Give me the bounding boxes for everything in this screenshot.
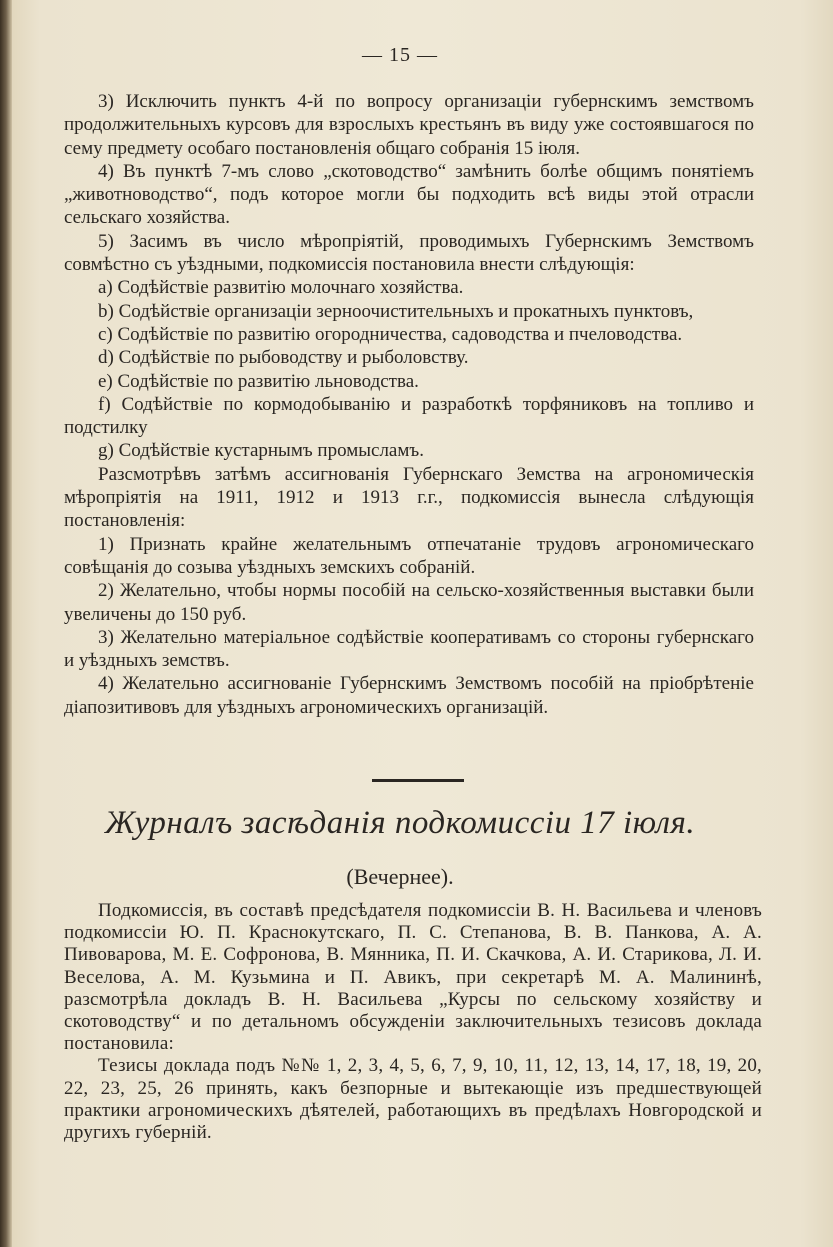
paragraph-5: 5) Засимъ въ число мѣропрiятiй, проводимыхъ Губернскимъ Земствомъ совмѣстно съ уѣздными, подкомиссiя постановила внести слѣдующiя: — [64, 230, 754, 276]
list-item-d: d) Содѣйствiе по рыбоводству и рыболовству. — [98, 347, 469, 369]
resolution-3: 3) Желательно матерiальное содѣйствiе кооперативамъ со стороны губернскаго и уѣздныхъ земствъ. — [64, 626, 754, 672]
journal-subtitle: (Вечернее). — [346, 864, 454, 889]
journal-section — [64, 900, 762, 1144]
section-divider — [372, 779, 464, 782]
resolutions-section — [64, 90, 754, 719]
resolution-1: 1) Признать крайне желательнымъ отпечатанiе трудовъ агрономическаго совѣщанiя до созыва уѣздныхъ земскихъ собранiй. — [64, 533, 754, 578]
journal-paragraph-1: Подкомиссiя, въ составѣ предсѣдателя подкомиссiи В. Н. Васильева и членовъ подкомиссiи Ю. П. Краснокутскаго, П. С. Степанова, В. В. Панкова, А. А. Пивоварова, М. Е. Софронова, В. Мянника, П. И. Скачкова, А. И. Старикова, Л. И. Веселова, А. М. Кузьмина и П. Авикъ, при секретарѣ М. А. Малининѣ, разсмотрѣла докладъ В. Н. Васильева „Курсы по сельскому хозяйству и скотоводству“ и по детальномъ обсужденiи заключительныхъ тезисовъ доклада постановила: — [64, 900, 762, 1055]
list-item-e: e) Содѣйствiе по развитiю льноводства. — [98, 370, 419, 392]
list-item-g: g) Содѣйствiе кустарнымъ промысламъ. — [98, 440, 424, 462]
resolution-2: 2) Желательно, чтобы нормы пособiй на сельско-хозяйственныя выставки были увеличены до 150 руб. — [64, 580, 754, 625]
paragraph-3: 3) Исключить пунктъ 4-й по вопросу организацiи губернскимъ земствомъ продолжительныхъ курсовъ для взрослыхъ крестьянъ въ виду уже состоявшагося по сему предмету особаго постановленiя общаго собранiя 15 iюля. — [64, 91, 754, 159]
journal-paragraph-2: Тезисы доклада подъ №№ 1, 2, 3, 4, 5, 6, 7, 9, 10, 11, 12, 13, 14, 17, 18, 19, 20, 22, 23, 25, 26 принять, какъ безпорные и вытекающiе изъ предшествующей практики агрономическихъ дѣятелей, работающихъ въ предѣлахъ Новгородской и другихъ губернiй. — [64, 1055, 762, 1144]
paragraph-4: 4) Въ пунктѣ 7-мъ слово „скотоводство“ замѣнить болѣе общимъ понятiемъ „животноводство“, подъ которое могли бы подходить всѣ виды этой отрасли сельскаго хозяйства. — [64, 160, 754, 229]
list-item-f: f) Содѣйствiе по кормодобыванiю и разработкѣ торфяниковъ на топливо и подстилку — [64, 393, 754, 439]
page-number: — 15 — — [362, 44, 438, 66]
journal-title: Журналъ засѣданiя подкомиссiи 17 iюля. — [104, 805, 696, 841]
list-item-a: а) Содѣйствiе развитiю молочнаго хозяйства. — [98, 277, 464, 299]
resolution-4: 4) Желательно ассигнованiе Губернскимъ Земствомъ пособiй на прiобрѣтенiе дiапозитивовъ для уѣздныхъ агрономическихъ организацiй. — [64, 673, 754, 718]
paragraph-assignments: Разсмотрѣвъ затѣмъ ассигнованiя Губернскаго Земства на агрономическiя мѣропрiятiя на 1911, 1912 и 1913 г.г., подкомиссiя вынесла слѣдующiя постановленiя: — [64, 463, 754, 532]
list-item-b: b) Содѣйствiе организацiи зерноочистительныхъ и прокатныхъ пунктовъ, — [98, 300, 694, 322]
list-item-c: c) Содѣйствiе по развитiю огородничества, садоводства и пчеловодства. — [98, 323, 683, 345]
book-spine-shadow — [0, 0, 12, 1247]
